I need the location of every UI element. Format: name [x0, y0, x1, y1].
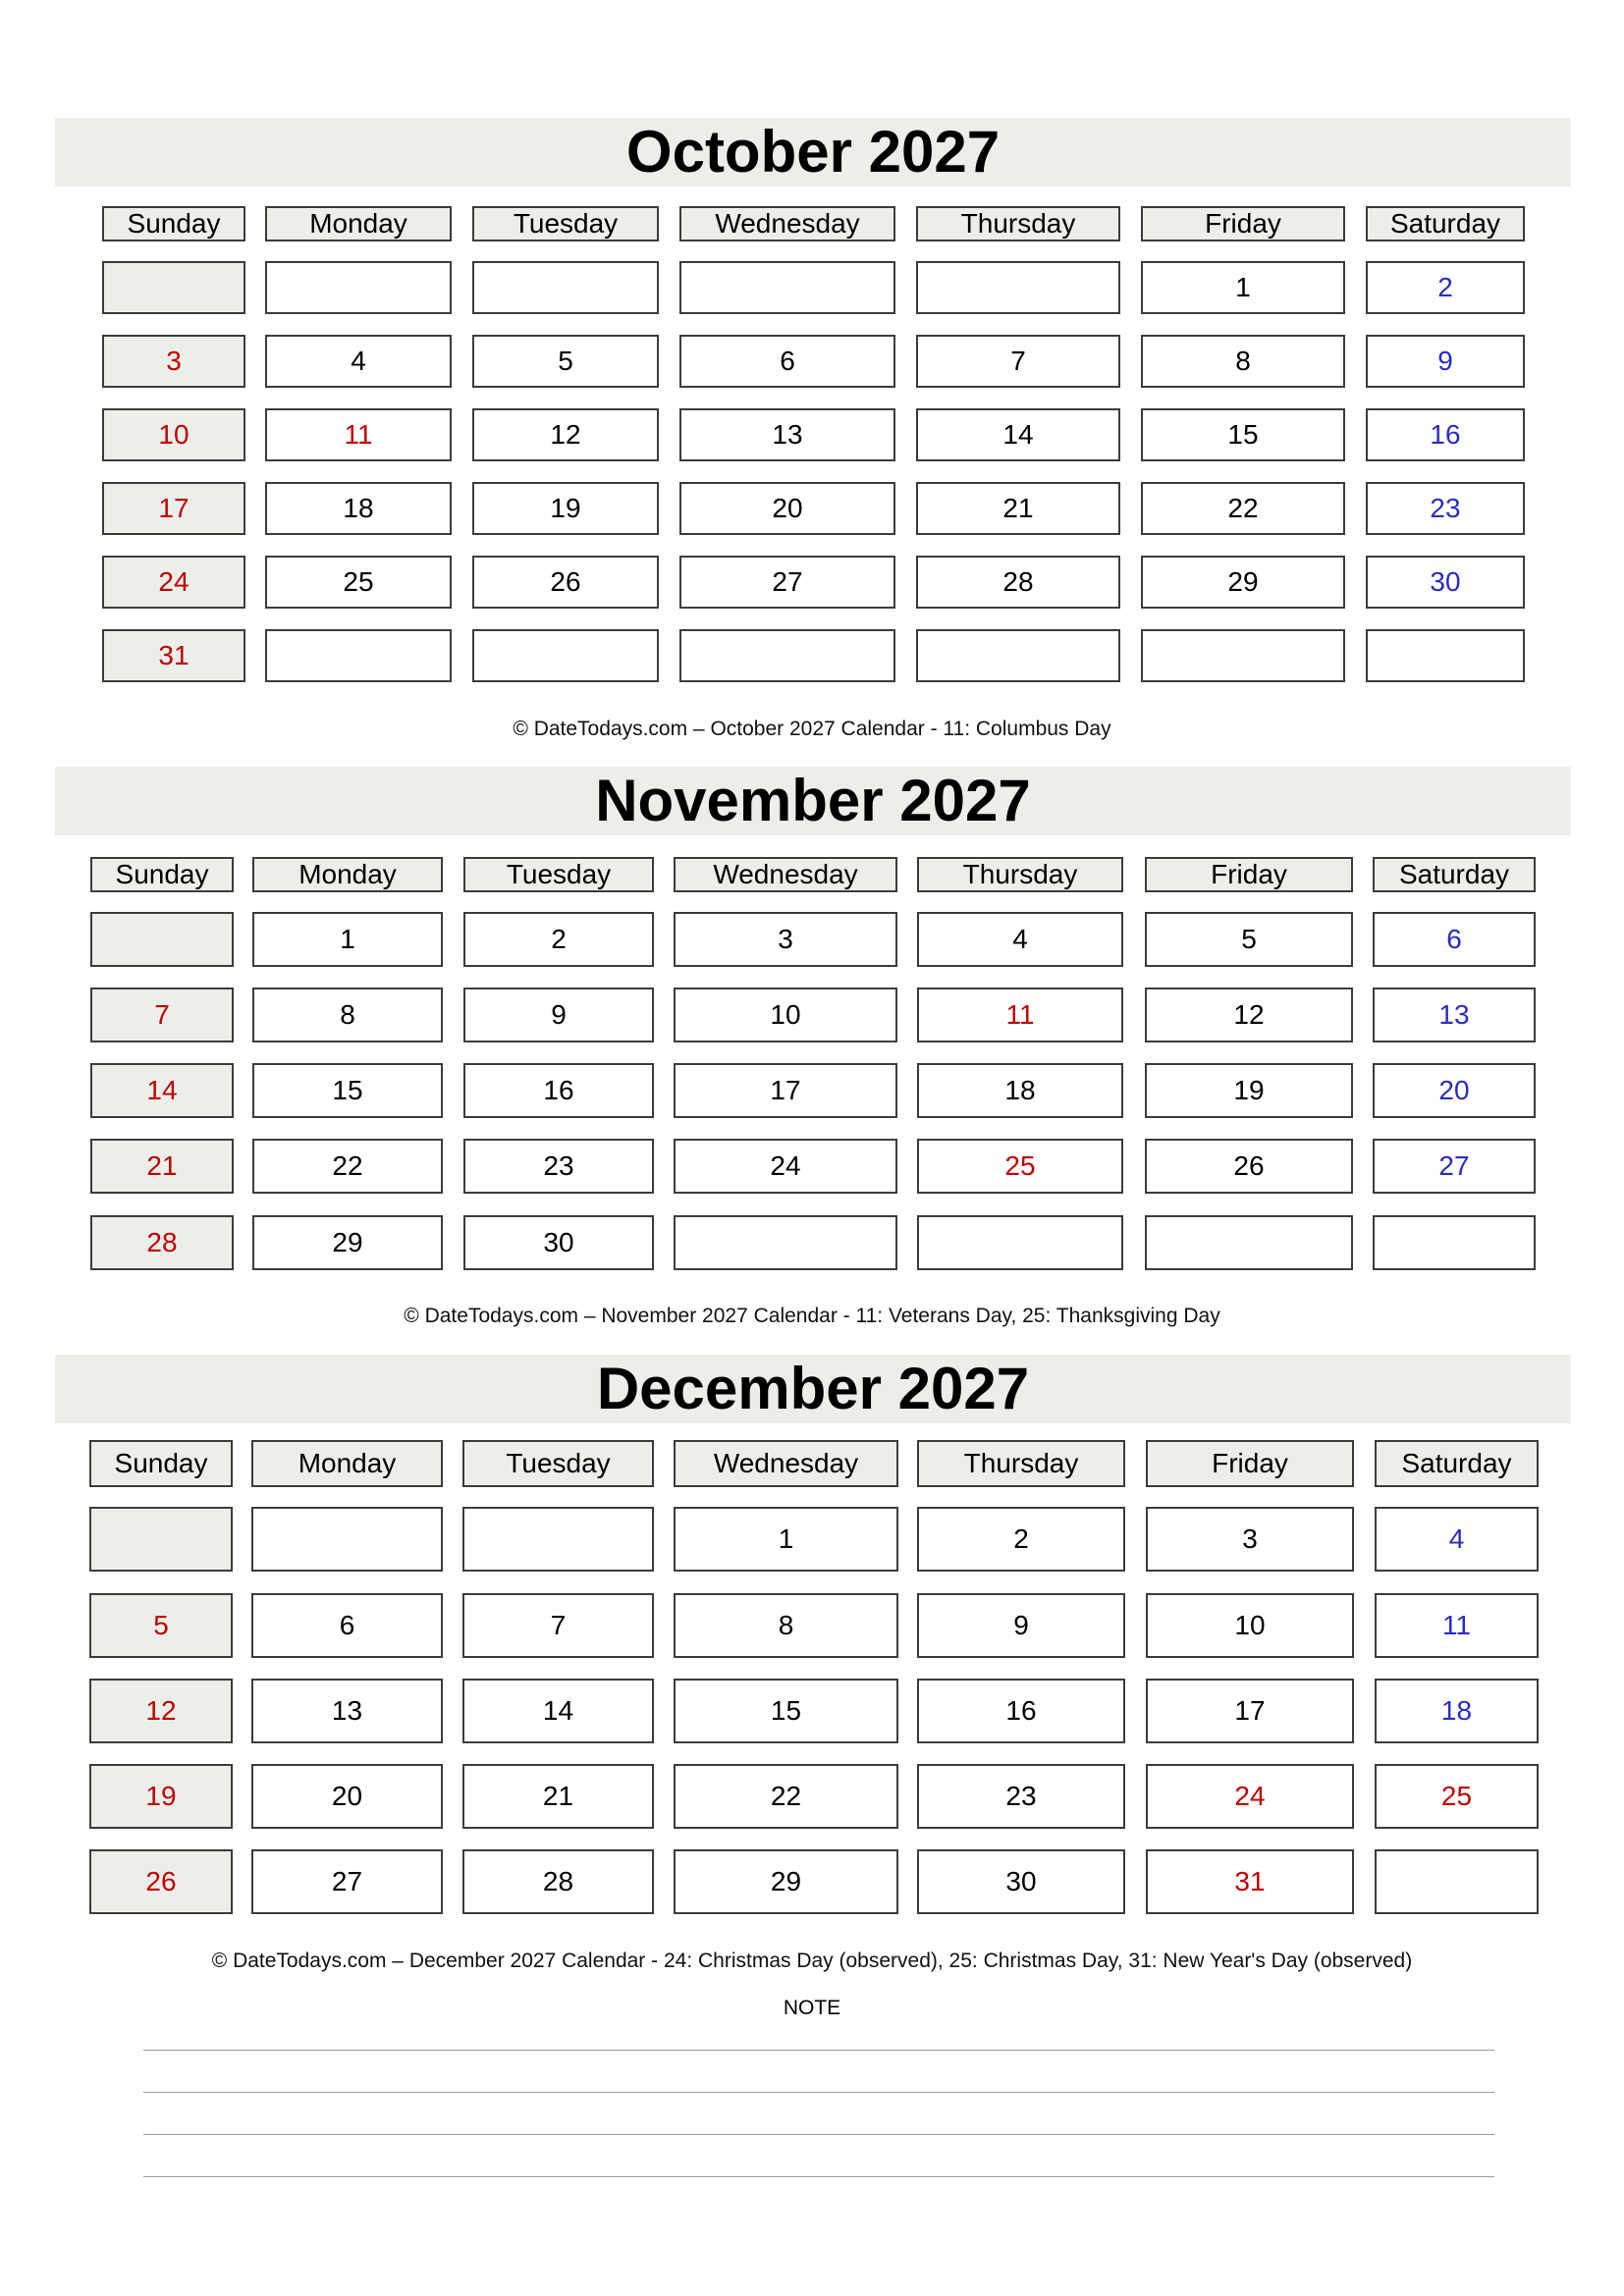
december-header-monday: Monday: [251, 1440, 443, 1487]
october-day-cell: 12: [472, 408, 659, 461]
october-day-cell: 30: [1366, 556, 1525, 609]
november-day-cell: [674, 1215, 897, 1270]
december-day-cell: 25: [1375, 1764, 1539, 1829]
december-title: December 2027: [55, 1355, 1571, 1423]
december-day-cell: 6: [251, 1593, 443, 1658]
november-day-cell: 25: [917, 1139, 1123, 1194]
october-day-cell: 5: [472, 335, 659, 388]
november-day-cell: 6: [1373, 912, 1536, 967]
november-header-wednesday: Wednesday: [674, 857, 897, 892]
december-day-cell: [1375, 1849, 1539, 1914]
november-day-cell: 27: [1373, 1139, 1536, 1194]
october-day-cell: 28: [916, 556, 1120, 609]
november-day-cell: 18: [917, 1063, 1123, 1118]
october-header-sunday: Sunday: [102, 206, 245, 241]
december-day-cell: 20: [251, 1764, 443, 1829]
october-day-cell: 23: [1366, 482, 1525, 535]
october-day-cell: [1141, 629, 1345, 682]
december-day-cell: 11: [1375, 1593, 1539, 1658]
october-day-cell: [102, 261, 245, 314]
december-day-cell: 21: [462, 1764, 654, 1829]
note-line: [143, 2134, 1494, 2135]
november-day-cell: 8: [252, 988, 443, 1042]
november-caption: © DateTodays.com – November 2027 Calendar - 11: Veterans Day, 25: Thanksgiving Day: [404, 1305, 1220, 1327]
december-day-cell: 13: [251, 1679, 443, 1743]
november-header-friday: Friday: [1145, 857, 1353, 892]
october-day-cell: [916, 261, 1120, 314]
december-day-cell: 18: [1375, 1679, 1539, 1743]
october-day-cell: 14: [916, 408, 1120, 461]
december-day-cell: 7: [462, 1593, 654, 1658]
october-header-thursday: Thursday: [916, 206, 1120, 241]
november-day-cell: 16: [463, 1063, 654, 1118]
october-day-cell: 15: [1141, 408, 1345, 461]
october-day-cell: 9: [1366, 335, 1525, 388]
october-day-cell: [679, 261, 895, 314]
october-day-cell: [472, 261, 659, 314]
november-day-cell: [90, 912, 234, 967]
december-day-cell: 10: [1146, 1593, 1354, 1658]
note-line: [143, 2092, 1494, 2093]
december-day-cell: 15: [674, 1679, 898, 1743]
november-header-sunday: Sunday: [90, 857, 234, 892]
december-day-cell: 1: [674, 1507, 898, 1572]
november-day-cell: 12: [1145, 988, 1353, 1042]
november-header-saturday: Saturday: [1373, 857, 1536, 892]
november-day-cell: 29: [252, 1215, 443, 1270]
december-day-cell: 24: [1146, 1764, 1354, 1829]
november-header-tuesday: Tuesday: [463, 857, 654, 892]
november-day-cell: [1145, 1215, 1353, 1270]
december-day-cell: 17: [1146, 1679, 1354, 1743]
note-label: NOTE: [783, 1997, 841, 2019]
november-day-cell: 5: [1145, 912, 1353, 967]
october-day-cell: 8: [1141, 335, 1345, 388]
november-day-cell: 28: [90, 1215, 234, 1270]
october-header-friday: Friday: [1141, 206, 1345, 241]
october-day-cell: 16: [1366, 408, 1525, 461]
october-day-cell: [679, 629, 895, 682]
november-day-cell: 11: [917, 988, 1123, 1042]
december-day-cell: [462, 1507, 654, 1572]
october-title: October 2027: [55, 118, 1571, 187]
november-day-cell: 14: [90, 1063, 234, 1118]
december-header-friday: Friday: [1146, 1440, 1354, 1487]
december-day-cell: 26: [89, 1849, 233, 1914]
october-day-cell: 20: [679, 482, 895, 535]
november-day-cell: 19: [1145, 1063, 1353, 1118]
december-day-cell: 16: [917, 1679, 1125, 1743]
december-day-cell: 29: [674, 1849, 898, 1914]
december-day-cell: 8: [674, 1593, 898, 1658]
october-header-wednesday: Wednesday: [679, 206, 895, 241]
november-day-cell: [917, 1215, 1123, 1270]
november-day-cell: 9: [463, 988, 654, 1042]
october-day-cell: 17: [102, 482, 245, 535]
november-day-cell: 10: [674, 988, 897, 1042]
october-day-cell: 31: [102, 629, 245, 682]
november-day-cell: 23: [463, 1139, 654, 1194]
october-day-cell: [916, 629, 1120, 682]
december-day-cell: 3: [1146, 1507, 1354, 1572]
december-header-tuesday: Tuesday: [462, 1440, 654, 1487]
december-day-cell: 12: [89, 1679, 233, 1743]
december-day-cell: 2: [917, 1507, 1125, 1572]
december-day-cell: 30: [917, 1849, 1125, 1914]
november-day-cell: [1373, 1215, 1536, 1270]
november-day-cell: 7: [90, 988, 234, 1042]
november-day-cell: 2: [463, 912, 654, 967]
october-day-cell: 18: [265, 482, 452, 535]
october-day-cell: 11: [265, 408, 452, 461]
november-day-cell: 17: [674, 1063, 897, 1118]
december-day-cell: [89, 1507, 233, 1572]
november-day-cell: 21: [90, 1139, 234, 1194]
december-day-cell: 27: [251, 1849, 443, 1914]
december-day-cell: 31: [1146, 1849, 1354, 1914]
october-day-cell: 19: [472, 482, 659, 535]
october-day-cell: 27: [679, 556, 895, 609]
december-day-cell: 19: [89, 1764, 233, 1829]
november-day-cell: 22: [252, 1139, 443, 1194]
december-day-cell: [251, 1507, 443, 1572]
note-line: [143, 2050, 1494, 2051]
november-day-cell: 1: [252, 912, 443, 967]
december-day-cell: 23: [917, 1764, 1125, 1829]
december-caption: © DateTodays.com – December 2027 Calendar - 24: Christmas Day (observed), 25: Christmas Day, 31: New Year's Day (observed): [211, 1949, 1413, 1972]
december-day-cell: 14: [462, 1679, 654, 1743]
october-day-cell: 22: [1141, 482, 1345, 535]
november-header-thursday: Thursday: [917, 857, 1123, 892]
october-day-cell: 13: [679, 408, 895, 461]
december-header-wednesday: Wednesday: [674, 1440, 898, 1487]
october-day-cell: 24: [102, 556, 245, 609]
october-day-cell: [265, 261, 452, 314]
october-day-cell: [1366, 629, 1525, 682]
october-day-cell: 25: [265, 556, 452, 609]
october-day-cell: 6: [679, 335, 895, 388]
november-day-cell: 30: [463, 1215, 654, 1270]
november-day-cell: 13: [1373, 988, 1536, 1042]
november-day-cell: 24: [674, 1139, 897, 1194]
december-day-cell: 28: [462, 1849, 654, 1914]
november-day-cell: 26: [1145, 1139, 1353, 1194]
november-day-cell: 4: [917, 912, 1123, 967]
december-header-saturday: Saturday: [1375, 1440, 1539, 1487]
december-day-cell: 5: [89, 1593, 233, 1658]
october-day-cell: 21: [916, 482, 1120, 535]
october-day-cell: [265, 629, 452, 682]
october-day-cell: [472, 629, 659, 682]
october-day-cell: 4: [265, 335, 452, 388]
october-day-cell: 10: [102, 408, 245, 461]
october-day-cell: 26: [472, 556, 659, 609]
december-header-thursday: Thursday: [917, 1440, 1125, 1487]
november-header-monday: Monday: [252, 857, 443, 892]
october-day-cell: 1: [1141, 261, 1345, 314]
december-header-sunday: Sunday: [89, 1440, 233, 1487]
november-title: November 2027: [55, 767, 1571, 835]
december-day-cell: 9: [917, 1593, 1125, 1658]
december-day-cell: 4: [1375, 1507, 1539, 1572]
november-day-cell: 15: [252, 1063, 443, 1118]
october-day-cell: 3: [102, 335, 245, 388]
december-day-cell: 22: [674, 1764, 898, 1829]
november-day-cell: 3: [674, 912, 897, 967]
october-day-cell: 2: [1366, 261, 1525, 314]
note-line: [143, 2176, 1494, 2177]
october-caption: © DateTodays.com – October 2027 Calendar - 11: Columbus Day: [513, 718, 1111, 740]
november-day-cell: 20: [1373, 1063, 1536, 1118]
october-day-cell: 7: [916, 335, 1120, 388]
october-header-tuesday: Tuesday: [472, 206, 659, 241]
october-header-saturday: Saturday: [1366, 206, 1525, 241]
october-header-monday: Monday: [265, 206, 452, 241]
october-day-cell: 29: [1141, 556, 1345, 609]
